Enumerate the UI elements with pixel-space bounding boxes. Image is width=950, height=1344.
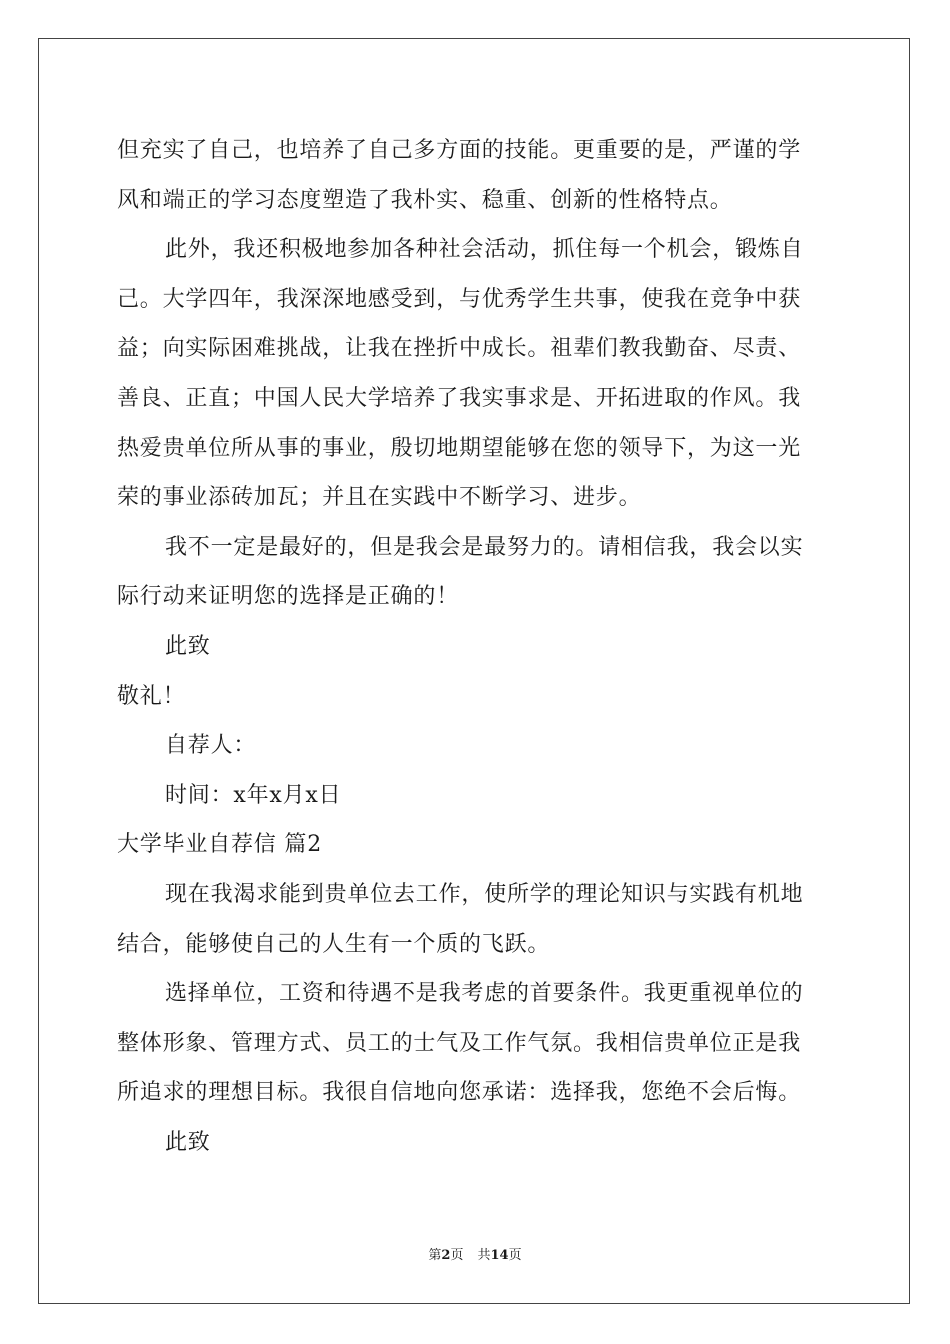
text-line: 善良、正直；中国人民大学培养了我实事求是、开拓进取的作风。我 <box>117 385 802 411</box>
text-line: 际行动来证明您的选择是正确的！ <box>117 584 460 610</box>
page-total-prefix: 共 <box>477 1248 491 1263</box>
text-line: 现在我渴求能到贵单位去工作，使所学的理论知识与实践有机地 <box>165 881 804 907</box>
page-number-current: 2 <box>441 1248 451 1263</box>
page-number-suffix: 页 <box>450 1248 464 1263</box>
date-line: 时间：x年x月x日 <box>165 782 342 808</box>
page-footer <box>0 1246 950 1266</box>
closing-salutation: 此致 <box>165 633 211 659</box>
page-total-suffix: 页 <box>508 1248 522 1263</box>
text-line: 整体形象、管理方式、员工的士气及工作气氛。我相信贵单位正是我 <box>117 1030 802 1056</box>
signature-label: 自荐人： <box>165 733 257 759</box>
text-line: 风和端正的学习态度塑造了我朴实、稳重、创新的性格特点。 <box>117 187 733 213</box>
page-number-prefix: 第 <box>428 1248 442 1263</box>
text-line: 益；向实际困难挑战，让我在挫折中成长。祖辈们教我勤奋、尽责、 <box>117 336 802 362</box>
text-line: 选择单位，工资和待遇不是我考虑的首要条件。我更重视单位的 <box>165 981 804 1007</box>
page-total: 14 <box>490 1248 509 1263</box>
text-line: 荣的事业添砖加瓦；并且在实践中不断学习、进步。 <box>117 485 642 511</box>
document-body <box>117 126 833 1167</box>
text-line: 但充实了自己，也培养了自己多方面的技能。更重要的是，严谨的学 <box>117 138 802 163</box>
text-line: 己。大学四年，我深深地感受到，与优秀学生共事，使我在竞争中获 <box>117 286 802 312</box>
section-heading: 大学毕业自荐信 篇2 <box>117 832 322 858</box>
text-line: 此外，我还积极地参加各种社会活动，抓住每一个机会，锻炼自 <box>165 237 804 263</box>
text-line: 热爱贵单位所从事的事业，殷切地期望能够在您的领导下，为这一光 <box>117 435 802 461</box>
text-line: 结合，能够使自己的人生有一个质的飞跃。 <box>117 931 551 957</box>
closing-regards: 敬礼！ <box>117 683 186 709</box>
text-line: 所追求的理想目标。我很自信地向您承诺：选择我，您绝不会后悔。 <box>117 1080 802 1106</box>
text-line: 我不一定是最好的，但是我会是最努力的。请相信我，我会以实 <box>165 534 804 560</box>
closing-salutation: 此致 <box>165 1129 211 1155</box>
